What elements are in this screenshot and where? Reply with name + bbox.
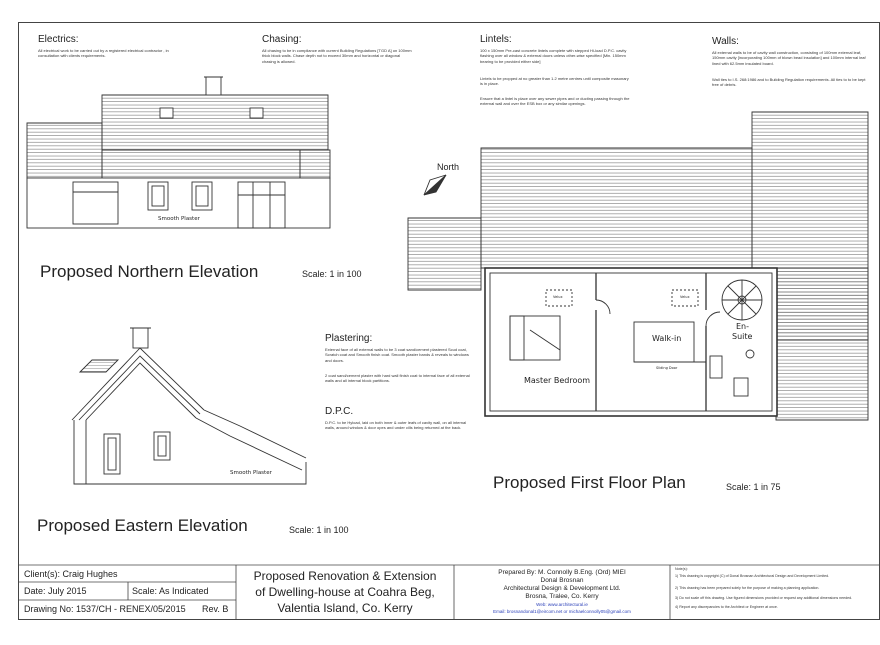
- dpc-text: D.P.C. to be Hyload, laid on both inner & outer leafs of cavity wall, on all internal walls, around window & door opes and under cills being returned at the back.: [325, 420, 467, 431]
- company-address: Brosna, Tralee, Co. Kerry: [525, 593, 599, 600]
- project-title-line1: Proposed Renovation & Extension: [253, 569, 437, 583]
- sliding-door-label: Sliding Door: [656, 366, 678, 370]
- plan-roof-drawing: [408, 112, 868, 420]
- room-master-bedroom: Master Bedroom: [524, 376, 591, 385]
- velux-label-1: Velux: [553, 295, 563, 299]
- first-floor-plan-title: Proposed First Floor Plan: [493, 473, 686, 492]
- note-2: 2) This drawing has been prepared solely for the purpose of making a planning application.: [675, 586, 820, 590]
- walls-text-2: Wall ties to I.S. 268:1986 and to Building Regulation requirements. All ties to to be kept free of debris.: [712, 77, 866, 88]
- lintels-text-2: Lintels to be propped at no greater than 1.2 metre centres until composite masonary is in place.: [480, 76, 629, 87]
- drawing-number-field: Drawing No: 1537/CH - RENEX/05/2015: [24, 604, 186, 614]
- plastering-text-1: External face of all external walls to be 3 coat sand/cement plastered Scud coat, Scratch coat and Smooth finish coat. Smooth plaster bands & reveals to windows and doors.: [325, 347, 469, 363]
- prepared-name: Donal Brosnan: [540, 577, 584, 584]
- client-field: Client(s): Craig Hughes: [24, 569, 118, 579]
- velux-label-2: Velux: [680, 295, 690, 299]
- room-ensuite-line2: Suite: [732, 332, 753, 341]
- first-floor-plan-scale: Scale: 1 in 75: [726, 482, 781, 492]
- dpc-heading: D.P.C.: [325, 406, 354, 417]
- east-elevation-title: Proposed Eastern Elevation: [37, 516, 248, 535]
- electrics-text: All electrical work to be carried out by a registered electrical contractor , in consultation with clients requirements.: [38, 48, 169, 59]
- company-name: Architectural Design & Development Ltd.: [503, 585, 621, 592]
- east-elevation-scale: Scale: 1 in 100: [289, 525, 349, 535]
- walls-heading: Walls:: [712, 36, 739, 47]
- notes-heading: Note(s):: [675, 567, 688, 571]
- north-elevation-title: Proposed Northern Elevation: [40, 262, 259, 281]
- north-elevation-scale: Scale: 1 in 100: [302, 269, 362, 279]
- east-elevation-finish: Smooth Plaster: [230, 470, 272, 476]
- lintels-heading: Lintels:: [480, 34, 512, 45]
- chasing-text: All chasing to be in compliance with current Building Regulations [TGD A] on 100mm thick block walls. Chase depth not to exceed 30mm and horizontal or diagonal chasing is allowed.: [262, 48, 412, 64]
- lintels-text-3: Ensure that a lintel is place over any sewer pipes and or ducting passing through the external wall and over the ESB box or any similar openings.: [480, 96, 630, 107]
- prepared-by: Prepared By: M. Connolly B.Eng. (Ord) MIEI: [498, 569, 626, 576]
- plastering-text-2: 2 coat sand/cement plaster with hard wall finish coat to internal face of all external walls and all internal block partitions.: [325, 373, 470, 384]
- east-elevation-drawing: [0, 0, 306, 484]
- date-field: Date: July 2015: [24, 586, 87, 596]
- north-elevation-drawing: [27, 77, 330, 228]
- lintels-text-1: 100 x 150mm Pre-cast concrete lintels complete with stepped Hi-load D.P.C. cavity flashing over all window & external doors unless other-wise specified [Min. 150mm bearing to be provided either side]: [480, 48, 627, 64]
- north-elevation-finish: Smooth Plaster: [158, 216, 200, 222]
- company-web[interactable]: Web: www.architectural.ie: [536, 602, 588, 607]
- revision-field: Rev. B: [202, 604, 229, 614]
- north-arrow-label: North: [437, 162, 460, 172]
- electrics-heading: Electrics:: [38, 34, 79, 45]
- scale-field: Scale: As Indicated: [132, 586, 209, 596]
- room-walk-in: Walk-in: [652, 334, 682, 343]
- note-1: 1) This drawing is copyright (C) of Donal Brosnan Architectural Design and Development Limited.: [675, 574, 830, 578]
- note-3: 3) Do not scale off this drawing. Use figured dimensions provided or request any additional dimensions needed.: [675, 596, 853, 600]
- plastering-heading: Plastering:: [325, 333, 373, 344]
- room-ensuite-line1: En-: [736, 322, 750, 331]
- project-title-line2: of Dwelling-house at Coahra Beg,: [255, 585, 435, 599]
- project-title-line3: Valentia Island, Co. Kerry: [277, 601, 413, 615]
- chasing-heading: Chasing:: [262, 34, 302, 45]
- company-email[interactable]: Email: brosnandonal1@eircom.net or michaelconnolly05@gmail.com: [493, 609, 631, 614]
- walls-text-1: All external walls to be of cavity wall construction, consisting of 100mm external leaf, 150mm cavity [incorporating 100mm of blown bead insulation] and 100mm internal leaf lined with 62.5mm insulated board.: [712, 50, 866, 66]
- note-4: 4) Report any discrepancies to the Architect or Engineer at once.: [675, 605, 778, 609]
